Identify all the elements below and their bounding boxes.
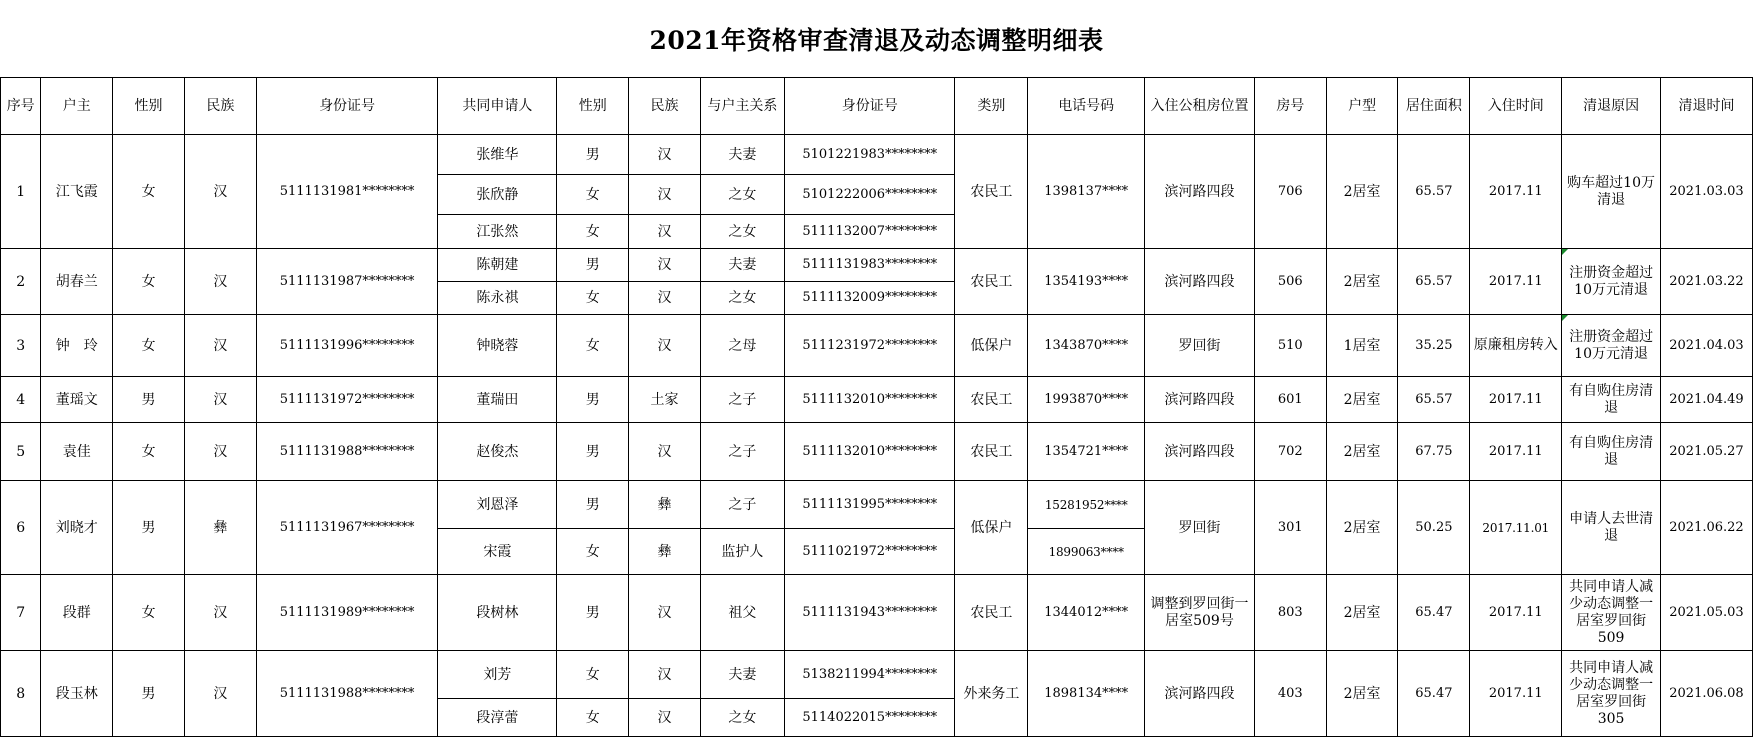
co-id: 5111231972******** <box>784 315 954 377</box>
owner-gender: 男 <box>113 481 185 575</box>
category: 农民工 <box>955 423 1028 481</box>
owner-name: 段玉林 <box>41 651 113 737</box>
row-number: 3 <box>1 315 41 377</box>
category: 农民工 <box>955 249 1028 315</box>
co-gender: 女 <box>557 282 629 315</box>
room-number: 702 <box>1254 423 1326 481</box>
co-gender: 女 <box>557 175 629 215</box>
table-row <box>1 423 1753 481</box>
owner-ethnic: 汉 <box>184 377 256 423</box>
row-number: 8 <box>1 651 41 737</box>
co-gender: 女 <box>557 651 629 699</box>
owner-gender: 男 <box>113 651 185 737</box>
room-number: 706 <box>1254 135 1326 249</box>
header-cell: 序号 <box>1 78 41 135</box>
move-in-date: 2017.11 <box>1470 651 1562 737</box>
owner-name: 董瑶文 <box>41 377 113 423</box>
co-name: 宋霞 <box>438 529 557 575</box>
exit-date: 2021.06.22 <box>1660 481 1752 575</box>
owner-id: 5111131996******** <box>256 315 438 377</box>
co-name: 刘芳 <box>438 651 557 699</box>
owner-name: 江飞霞 <box>41 135 113 249</box>
co-gender: 女 <box>557 699 629 737</box>
co-gender: 女 <box>557 215 629 249</box>
co-id: 5111021972******** <box>784 529 954 575</box>
header-cell: 房号 <box>1254 78 1326 135</box>
header-cell: 居住面积 <box>1398 78 1470 135</box>
header-cell: 户型 <box>1326 78 1398 135</box>
co-ethnic: 汉 <box>629 282 701 315</box>
co-relation: 之女 <box>700 215 784 249</box>
phone: 15281952**** <box>1028 481 1145 529</box>
co-gender: 男 <box>557 423 629 481</box>
table-row <box>1 481 1753 529</box>
co-name: 董瑞田 <box>438 377 557 423</box>
area: 67.75 <box>1398 423 1470 481</box>
category: 农民工 <box>955 575 1028 651</box>
co-relation: 夫妻 <box>700 651 784 699</box>
header-cell: 清退原因 <box>1562 78 1661 135</box>
location: 罗回街 <box>1145 481 1255 575</box>
owner-name: 刘晓才 <box>41 481 113 575</box>
header-cell: 电话号码 <box>1028 78 1145 135</box>
owner-id: 5111131989******** <box>256 575 438 651</box>
detail-table <box>0 77 1753 737</box>
co-ethnic: 汉 <box>629 575 701 651</box>
owner-id: 5111131987******** <box>256 249 438 315</box>
co-name: 钟晓蓉 <box>438 315 557 377</box>
co-gender: 男 <box>557 377 629 423</box>
header-cell: 性别 <box>113 78 185 135</box>
owner-gender: 女 <box>113 249 185 315</box>
owner-name: 钟 玲 <box>41 315 113 377</box>
header-cell: 身份证号 <box>256 78 438 135</box>
room-layout: 2居室 <box>1326 423 1398 481</box>
table-row <box>1 135 1753 175</box>
location: 滨河路四段 <box>1145 249 1255 315</box>
co-relation: 之子 <box>700 481 784 529</box>
co-name: 张欣静 <box>438 175 557 215</box>
exit-date: 2021.04.49 <box>1660 377 1752 423</box>
owner-ethnic: 汉 <box>184 135 256 249</box>
owner-gender: 女 <box>113 315 185 377</box>
co-relation: 监护人 <box>700 529 784 575</box>
room-number: 803 <box>1254 575 1326 651</box>
move-in-date: 2017.11.01 <box>1470 481 1562 575</box>
co-id: 5111132009******** <box>784 282 954 315</box>
co-ethnic: 土家 <box>629 377 701 423</box>
owner-gender: 男 <box>113 377 185 423</box>
area: 35.25 <box>1398 315 1470 377</box>
co-ethnic: 汉 <box>629 315 701 377</box>
area: 50.25 <box>1398 481 1470 575</box>
co-gender: 女 <box>557 529 629 575</box>
table-row <box>1 315 1753 377</box>
co-gender: 男 <box>557 481 629 529</box>
co-gender: 男 <box>557 249 629 282</box>
owner-ethnic: 汉 <box>184 423 256 481</box>
header-row <box>1 78 1753 135</box>
co-id: 5101221983******** <box>784 135 954 175</box>
co-ethnic: 汉 <box>629 699 701 737</box>
exit-date: 2021.04.03 <box>1660 315 1752 377</box>
owner-id: 5111131972******** <box>256 377 438 423</box>
co-relation: 夫妻 <box>700 249 784 282</box>
row-number: 5 <box>1 423 41 481</box>
owner-ethnic: 汉 <box>184 315 256 377</box>
move-in-date: 2017.11 <box>1470 135 1562 249</box>
area: 65.57 <box>1398 135 1470 249</box>
co-ethnic: 汉 <box>629 249 701 282</box>
row-number: 1 <box>1 135 41 249</box>
table-row <box>1 249 1753 282</box>
co-name: 陈永祺 <box>438 282 557 315</box>
area: 65.47 <box>1398 575 1470 651</box>
category: 低保户 <box>955 315 1028 377</box>
co-id: 5111132007******** <box>784 215 954 249</box>
co-name: 赵俊杰 <box>438 423 557 481</box>
category: 农民工 <box>955 135 1028 249</box>
header-cell: 身份证号 <box>784 78 954 135</box>
phone: 1344012**** <box>1028 575 1145 651</box>
owner-ethnic: 汉 <box>184 575 256 651</box>
co-ethnic: 汉 <box>629 215 701 249</box>
phone: 1354193**** <box>1028 249 1145 315</box>
phone: 1343870**** <box>1028 315 1145 377</box>
move-in-date: 2017.11 <box>1470 377 1562 423</box>
co-ethnic: 彝 <box>629 529 701 575</box>
co-id: 5101222006******** <box>784 175 954 215</box>
header-cell: 与户主关系 <box>700 78 784 135</box>
row-number: 4 <box>1 377 41 423</box>
room-layout: 2居室 <box>1326 377 1398 423</box>
exit-reason: 有自购住房清退 <box>1562 377 1661 423</box>
co-name: 江张然 <box>438 215 557 249</box>
co-id: 5111131983******** <box>784 249 954 282</box>
room-layout: 2居室 <box>1326 651 1398 737</box>
room-number: 506 <box>1254 249 1326 315</box>
header-cell: 民族 <box>629 78 701 135</box>
owner-ethnic: 彝 <box>184 481 256 575</box>
move-in-date: 2017.11 <box>1470 575 1562 651</box>
co-ethnic: 汉 <box>629 135 701 175</box>
room-number: 601 <box>1254 377 1326 423</box>
phone: 1993870**** <box>1028 377 1145 423</box>
location: 滨河路四段 <box>1145 377 1255 423</box>
owner-gender: 女 <box>113 423 185 481</box>
move-in-date: 2017.11 <box>1470 423 1562 481</box>
header-cell: 入住公租房位置 <box>1145 78 1255 135</box>
exit-reason: 有自购住房清退 <box>1562 423 1661 481</box>
co-gender: 女 <box>557 315 629 377</box>
owner-gender: 女 <box>113 135 185 249</box>
co-name: 张维华 <box>438 135 557 175</box>
row-number: 6 <box>1 481 41 575</box>
row-number: 7 <box>1 575 41 651</box>
location: 罗回街 <box>1145 315 1255 377</box>
room-number: 403 <box>1254 651 1326 737</box>
co-gender: 男 <box>557 575 629 651</box>
category: 低保户 <box>955 481 1028 575</box>
exit-reason: 注册资金超过10万元清退 <box>1562 249 1661 315</box>
co-relation: 之母 <box>700 315 784 377</box>
phone: 1899063**** <box>1028 529 1145 575</box>
table-row <box>1 651 1753 699</box>
move-in-date: 原廉租房转入 <box>1470 315 1562 377</box>
page-title: 2021年资格审查清退及动态调整明细表 <box>649 25 1104 55</box>
row-number: 2 <box>1 249 41 315</box>
co-id: 5111131943******** <box>784 575 954 651</box>
co-id: 5111132010******** <box>784 377 954 423</box>
co-relation: 祖父 <box>700 575 784 651</box>
co-relation: 之子 <box>700 377 784 423</box>
co-relation: 之女 <box>700 282 784 315</box>
room-layout: 2居室 <box>1326 481 1398 575</box>
location: 滨河路四段 <box>1145 423 1255 481</box>
header-cell: 共同申请人 <box>438 78 557 135</box>
exit-date: 2021.05.03 <box>1660 575 1752 651</box>
phone: 1398137**** <box>1028 135 1145 249</box>
room-layout: 2居室 <box>1326 135 1398 249</box>
owner-name: 段群 <box>41 575 113 651</box>
owner-id: 5111131988******** <box>256 651 438 737</box>
area: 65.57 <box>1398 377 1470 423</box>
owner-ethnic: 汉 <box>184 651 256 737</box>
co-ethnic: 汉 <box>629 423 701 481</box>
owner-name: 袁佳 <box>41 423 113 481</box>
phone: 1354721**** <box>1028 423 1145 481</box>
owner-id: 5111131967******** <box>256 481 438 575</box>
header-cell: 户主 <box>41 78 113 135</box>
owner-name: 胡春兰 <box>41 249 113 315</box>
room-layout: 2居室 <box>1326 575 1398 651</box>
exit-date: 2021.05.27 <box>1660 423 1752 481</box>
owner-id: 5111131988******** <box>256 423 438 481</box>
exit-reason: 共同申请人减少动态调整一居室罗回街305 <box>1562 651 1661 737</box>
co-name: 段树林 <box>438 575 557 651</box>
room-number: 510 <box>1254 315 1326 377</box>
co-relation: 之女 <box>700 699 784 737</box>
header-cell: 入住时间 <box>1470 78 1562 135</box>
exit-reason: 申请人去世清退 <box>1562 481 1661 575</box>
co-gender: 男 <box>557 135 629 175</box>
exit-reason: 共同申请人减少动态调整一居室罗回街509 <box>1562 575 1661 651</box>
header-cell: 性别 <box>557 78 629 135</box>
location: 调整到罗回街一居室509号 <box>1145 575 1255 651</box>
exit-date: 2021.03.03 <box>1660 135 1752 249</box>
location: 滨河路四段 <box>1145 651 1255 737</box>
phone: 1898134**** <box>1028 651 1145 737</box>
co-ethnic: 汉 <box>629 651 701 699</box>
co-relation: 之子 <box>700 423 784 481</box>
move-in-date: 2017.11 <box>1470 249 1562 315</box>
co-name: 陈朝建 <box>438 249 557 282</box>
title-bar <box>0 0 1753 78</box>
owner-gender: 女 <box>113 575 185 651</box>
co-id: 5138211994******** <box>784 651 954 699</box>
location: 滨河路四段 <box>1145 135 1255 249</box>
category: 外来务工 <box>955 651 1028 737</box>
owner-id: 5111131981******** <box>256 135 438 249</box>
co-name: 刘恩泽 <box>438 481 557 529</box>
co-relation: 夫妻 <box>700 135 784 175</box>
header-cell: 类别 <box>955 78 1028 135</box>
co-id: 5114022015******** <box>784 699 954 737</box>
room-layout: 1居室 <box>1326 315 1398 377</box>
co-id: 5111132010******** <box>784 423 954 481</box>
exit-date: 2021.03.22 <box>1660 249 1752 315</box>
co-id: 5111131995******** <box>784 481 954 529</box>
header-cell: 清退时间 <box>1660 78 1752 135</box>
header-cell: 民族 <box>184 78 256 135</box>
exit-reason: 注册资金超过10万元清退 <box>1562 315 1661 377</box>
area: 65.47 <box>1398 651 1470 737</box>
co-relation: 之女 <box>700 175 784 215</box>
co-ethnic: 汉 <box>629 175 701 215</box>
table-row <box>1 575 1753 651</box>
co-name: 段淳蕾 <box>438 699 557 737</box>
room-layout: 2居室 <box>1326 249 1398 315</box>
exit-reason: 购车超过10万清退 <box>1562 135 1661 249</box>
area: 65.57 <box>1398 249 1470 315</box>
room-number: 301 <box>1254 481 1326 575</box>
category: 农民工 <box>955 377 1028 423</box>
co-ethnic: 彝 <box>629 481 701 529</box>
table-row <box>1 377 1753 423</box>
owner-ethnic: 汉 <box>184 249 256 315</box>
exit-date: 2021.06.08 <box>1660 651 1752 737</box>
